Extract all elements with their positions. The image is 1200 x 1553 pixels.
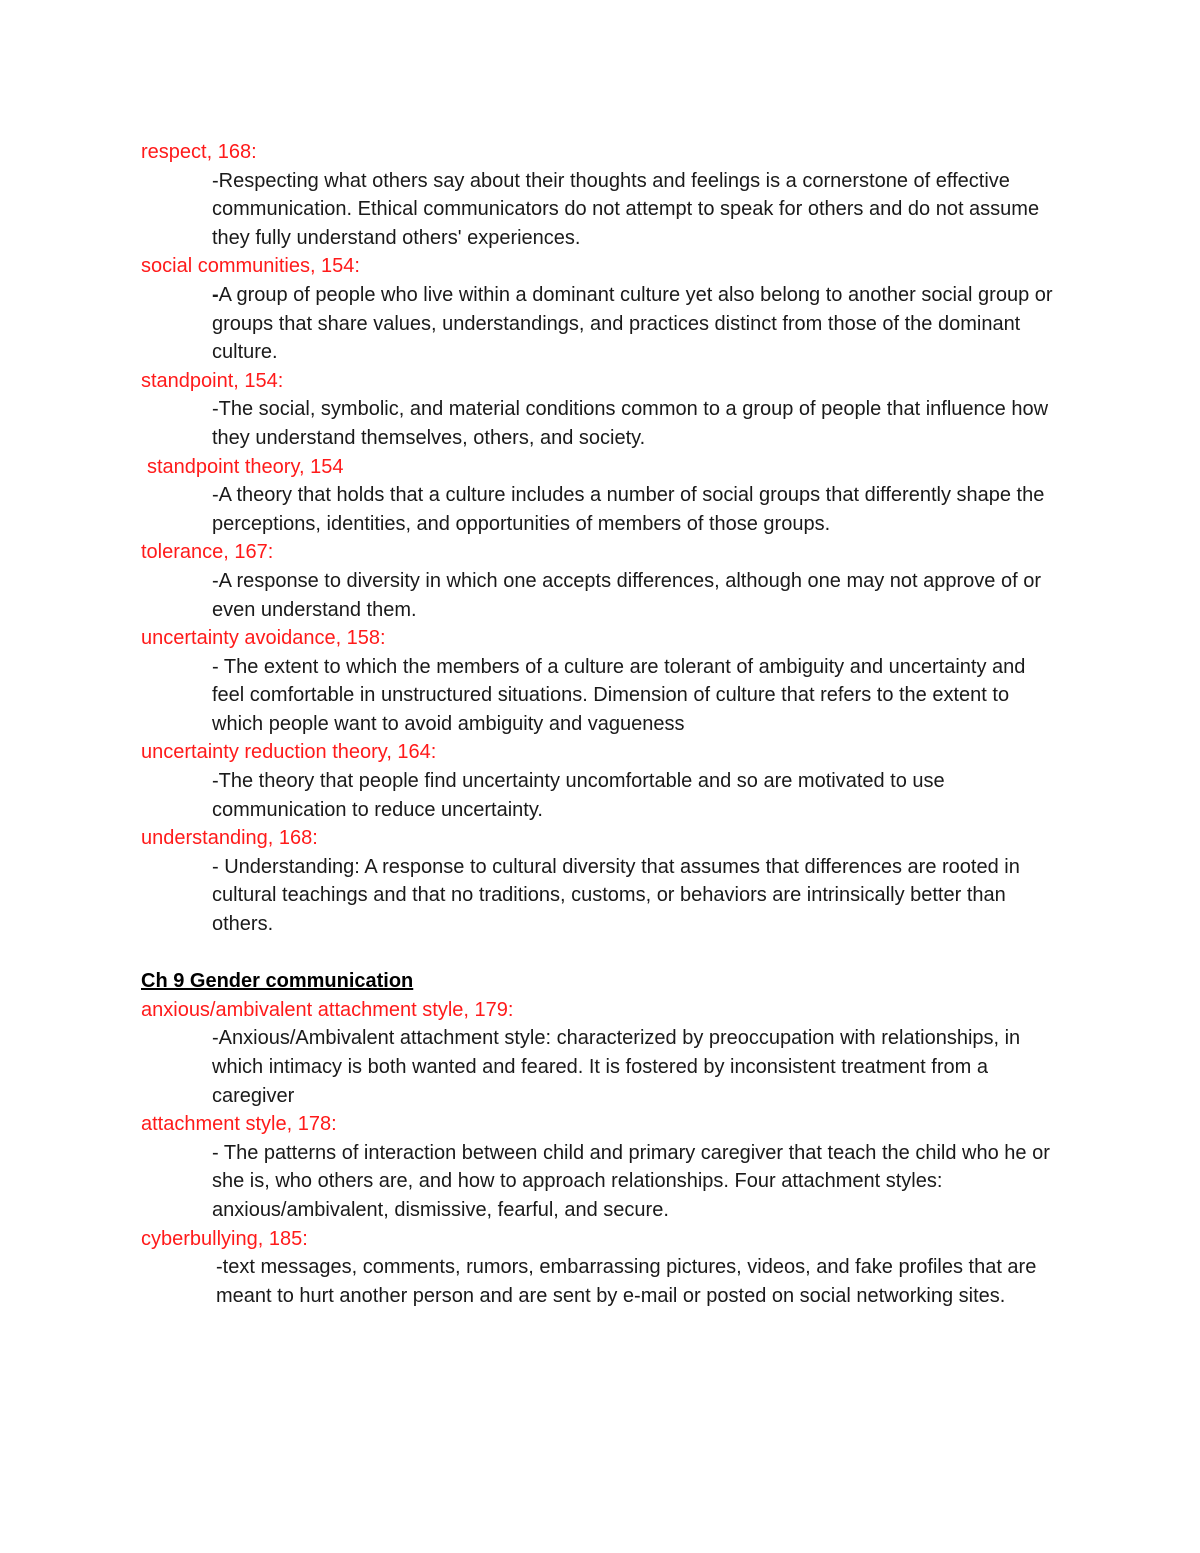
document-page: [141, 138, 1071, 1310]
blank-line: [141, 939, 1071, 968]
term-standpoint-theory: standpoint theory, 154: [147, 455, 344, 478]
definition-text: A group of people who live within a dominant culture yet also belong to another social group or groups that share values, understandings, and practices distinct from those of the dominant culture.: [212, 283, 1053, 364]
definition-standpoint-theory: -A theory that holds that a culture includes a number of social groups that differently shape the perceptions, identities, and opportunities of members of those groups.: [212, 484, 1045, 535]
term-respect: respect, 168:: [141, 141, 257, 163]
definition-uncertainty-reduction-theory: -The theory that people find uncertainty uncomfortable and so are motivated to use communication to reduce uncertainty.: [212, 770, 945, 821]
definition-social-communities: [212, 281, 1062, 367]
term-social-communities: social communities, 154:: [141, 255, 360, 278]
term-anxious-ambivalent-attachment-style: anxious/ambivalent attachment style, 179:: [141, 998, 514, 1021]
definition-standpoint: -The social, symbolic, and material conditions common to a group of people that influence how they understand themselves, others, and society.: [212, 398, 1049, 449]
definition-dash: -: [212, 283, 219, 306]
definition-anxious-ambivalent-attachment-style: -Anxious/Ambivalent attachment style: characterized by preoccupation with relationships, in which intimacy is both wanted and feared. It is fostered by inconsistent treatment from a caregiver: [212, 1027, 1021, 1107]
definition-understanding: - Understanding: A response to cultural diversity that assumes that differences are rooted in cultural teachings and that no traditions, customs, or behaviors are intrinsically better than others.: [212, 855, 1020, 936]
definition-tolerance: -A response to diversity in which one accepts differences, although one may not approve of or even understand them.: [212, 569, 1042, 621]
term-attachment-style: attachment style, 178:: [141, 1113, 337, 1136]
definition-uncertainty-avoidance: - The extent to which the members of a culture are tolerant of ambiguity and uncertainty and feel comfortable in unstructured situations. Dimension of culture that refers to the extent to which people want to avoid ambiguity and vagueness: [212, 655, 1026, 735]
chapter-heading: Ch 9 Gender communication: [141, 970, 414, 993]
term-uncertainty-reduction-theory: uncertainty reduction theory, 164:: [141, 741, 437, 764]
definition-respect: -Respecting what others say about their thoughts and feelings is a cornerstone of effective communication. Ethical communicators do not attempt to speak for others and do not assume they fully understand others' experiences.: [212, 169, 1040, 249]
term-tolerance: tolerance, 167:: [141, 541, 274, 564]
term-standpoint: standpoint, 154:: [141, 369, 284, 392]
term-cyberbullying: cyberbullying, 185:: [141, 1227, 308, 1250]
term-understanding: understanding, 168:: [141, 827, 318, 850]
definition-attachment-style: - The patterns of interaction between child and primary caregiver that teach the child who he or she is, who others are, and how to approach relationships. Four attachment styles: anxious/ambivalent, dismissive, fearful, and secure.: [212, 1141, 1050, 1221]
definition-cyberbullying: -text messages, comments, rumors, embarrassing pictures, videos, and fake profiles that are meant to hurt another person and are sent by e-mail or posted on social networking sites.: [216, 1256, 1037, 1307]
term-uncertainty-avoidance: uncertainty avoidance, 158:: [141, 627, 386, 650]
